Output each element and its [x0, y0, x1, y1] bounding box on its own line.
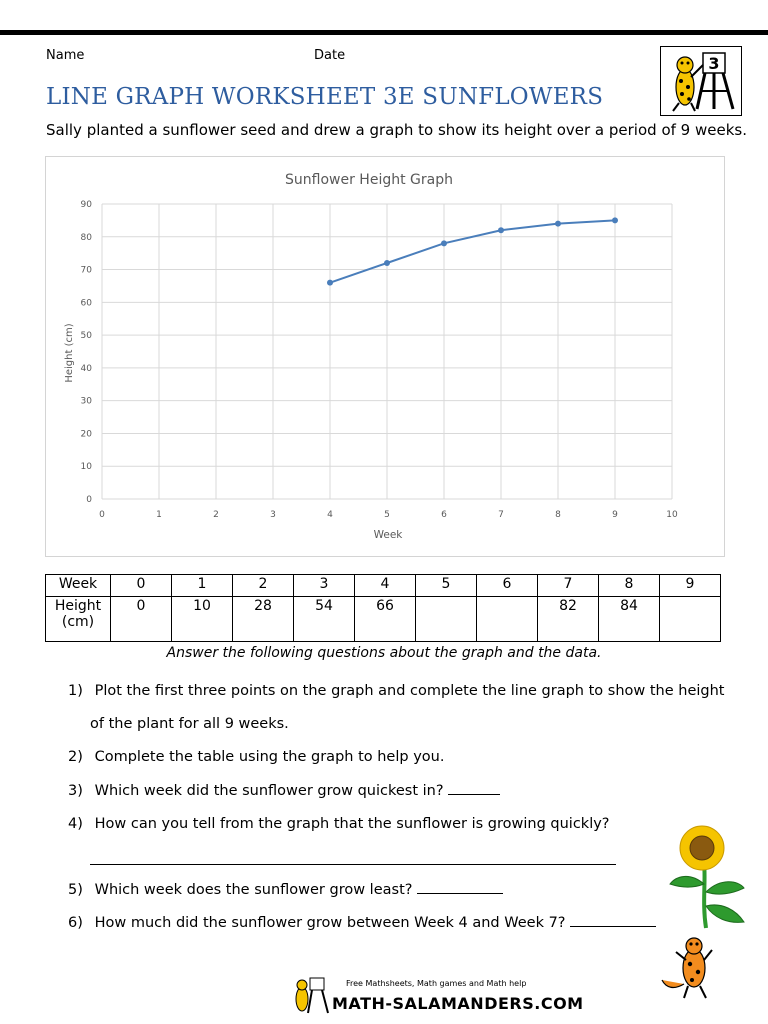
question-number: 3) — [68, 783, 83, 799]
data-point — [498, 227, 504, 233]
x-tick-label: 9 — [612, 510, 618, 520]
chart-ticks — [81, 200, 678, 520]
week-header: Week — [46, 575, 111, 597]
y-tick-label: 80 — [80, 232, 92, 243]
x-axis-label: Week — [373, 529, 403, 541]
height-cell-blank[interactable] — [477, 597, 538, 642]
question-text: Which week did the sunflower grow quickest in? — [94, 783, 444, 799]
x-tick-label: 7 — [498, 510, 504, 520]
question-1-continued: of the plant for all 9 weeks. — [90, 716, 289, 732]
week-cell: 6 — [477, 575, 538, 597]
week-cell: 5 — [416, 575, 477, 597]
week-row — [46, 575, 721, 597]
height-header-line1: Height — [54, 598, 102, 614]
footer-brand: MATH-SALAMANDERS.COM — [332, 994, 584, 1013]
question-3 — [68, 782, 500, 799]
x-tick-label: 0 — [99, 510, 105, 520]
footer-logo-icon — [290, 975, 330, 1015]
y-tick-label: 60 — [80, 298, 92, 309]
height-cell[interactable]: 84 — [599, 597, 660, 642]
question-text: Plot the first three points on the graph and complete the line graph to show the height — [94, 683, 725, 699]
question-text: Which week does the sunflower grow least? — [94, 882, 413, 898]
week-cell: 3 — [294, 575, 355, 597]
x-tick-label: 1 — [156, 510, 162, 520]
y-tick-label: 70 — [80, 265, 92, 276]
height-cell[interactable]: 10 — [172, 597, 233, 642]
y-tick-label: 10 — [80, 462, 92, 473]
data-point — [555, 221, 561, 227]
data-point — [441, 240, 447, 246]
top-rule — [0, 30, 768, 35]
question-number: 4) — [68, 816, 83, 832]
data-point — [612, 217, 618, 223]
series-line — [330, 220, 615, 282]
question-1 — [68, 683, 724, 699]
question-number: 1) — [68, 683, 83, 699]
grade-badge-number: 3 — [708, 54, 720, 73]
data-point — [384, 260, 390, 266]
height-cell-blank[interactable] — [660, 597, 721, 642]
name-label: Name — [46, 48, 85, 63]
question-6 — [68, 914, 656, 931]
y-tick-label: 20 — [80, 429, 92, 440]
y-axis-label: Height (cm) — [64, 323, 75, 383]
question-5 — [68, 881, 503, 898]
answer-blank[interactable] — [417, 881, 503, 894]
height-cell-blank[interactable] — [416, 597, 477, 642]
week-cell: 4 — [355, 575, 416, 597]
chart-container — [45, 156, 725, 557]
height-header — [46, 597, 111, 642]
y-tick-label: 0 — [86, 495, 92, 505]
chart-series — [327, 217, 618, 285]
y-tick-label: 40 — [80, 363, 92, 374]
chart-title: Sunflower Height Graph — [285, 172, 453, 188]
data-table — [45, 574, 721, 642]
height-cell[interactable]: 66 — [355, 597, 416, 642]
instructions-text: Answer the following questions about the graph and the data. — [166, 645, 602, 661]
date-label: Date — [314, 48, 346, 63]
question-number: 6) — [68, 915, 83, 931]
answer-blank[interactable] — [448, 782, 500, 795]
salamander-teacher-icon — [661, 47, 741, 115]
x-tick-label: 5 — [384, 510, 390, 520]
height-cell[interactable]: 28 — [233, 597, 294, 642]
question-4 — [68, 816, 610, 832]
x-tick-label: 4 — [327, 510, 333, 520]
footer-tagline: Free Mathsheets, Math games and Math help — [346, 979, 527, 988]
question-text: How can you tell from the graph that the sunflower is growing quickly? — [94, 816, 610, 832]
height-header-line2: (cm) — [61, 614, 95, 630]
y-tick-label: 90 — [80, 200, 92, 210]
x-tick-label: 3 — [270, 510, 276, 520]
answer-line[interactable] — [90, 864, 616, 865]
x-tick-label: 8 — [555, 510, 561, 520]
answer-blank[interactable] — [570, 914, 656, 927]
grade-logo — [660, 46, 742, 116]
chart-grid — [102, 204, 672, 499]
week-cell: 2 — [233, 575, 294, 597]
intro-text: Sally planted a sunflower seed and drew a graph to show its height over a period of 9 weeks. — [46, 121, 747, 139]
line-chart — [46, 157, 724, 556]
week-cell: 9 — [660, 575, 721, 597]
week-cell: 8 — [599, 575, 660, 597]
question-text: Complete the table using the graph to help you. — [94, 749, 445, 765]
question-2 — [68, 749, 444, 765]
height-row — [46, 597, 721, 642]
data-point — [327, 280, 333, 286]
week-cell: 1 — [172, 575, 233, 597]
worksheet-title: LINE GRAPH WORKSHEET 3E SUNFLOWERS — [46, 84, 604, 110]
sunflower-icon — [664, 822, 748, 930]
question-text: How much did the sunflower grow between Week 4 and Week 7? — [94, 915, 566, 931]
x-tick-label: 6 — [441, 510, 447, 520]
height-cell[interactable]: 0 — [111, 597, 172, 642]
height-cell[interactable]: 54 — [294, 597, 355, 642]
week-cell: 7 — [538, 575, 599, 597]
height-cell[interactable]: 82 — [538, 597, 599, 642]
x-tick-label: 2 — [213, 510, 219, 520]
x-tick-label: 10 — [666, 510, 678, 520]
salamander-icon — [660, 934, 720, 1000]
question-number: 5) — [68, 882, 83, 898]
y-tick-label: 30 — [80, 396, 92, 407]
y-tick-label: 50 — [80, 331, 92, 342]
week-cell: 0 — [111, 575, 172, 597]
question-number: 2) — [68, 749, 83, 765]
